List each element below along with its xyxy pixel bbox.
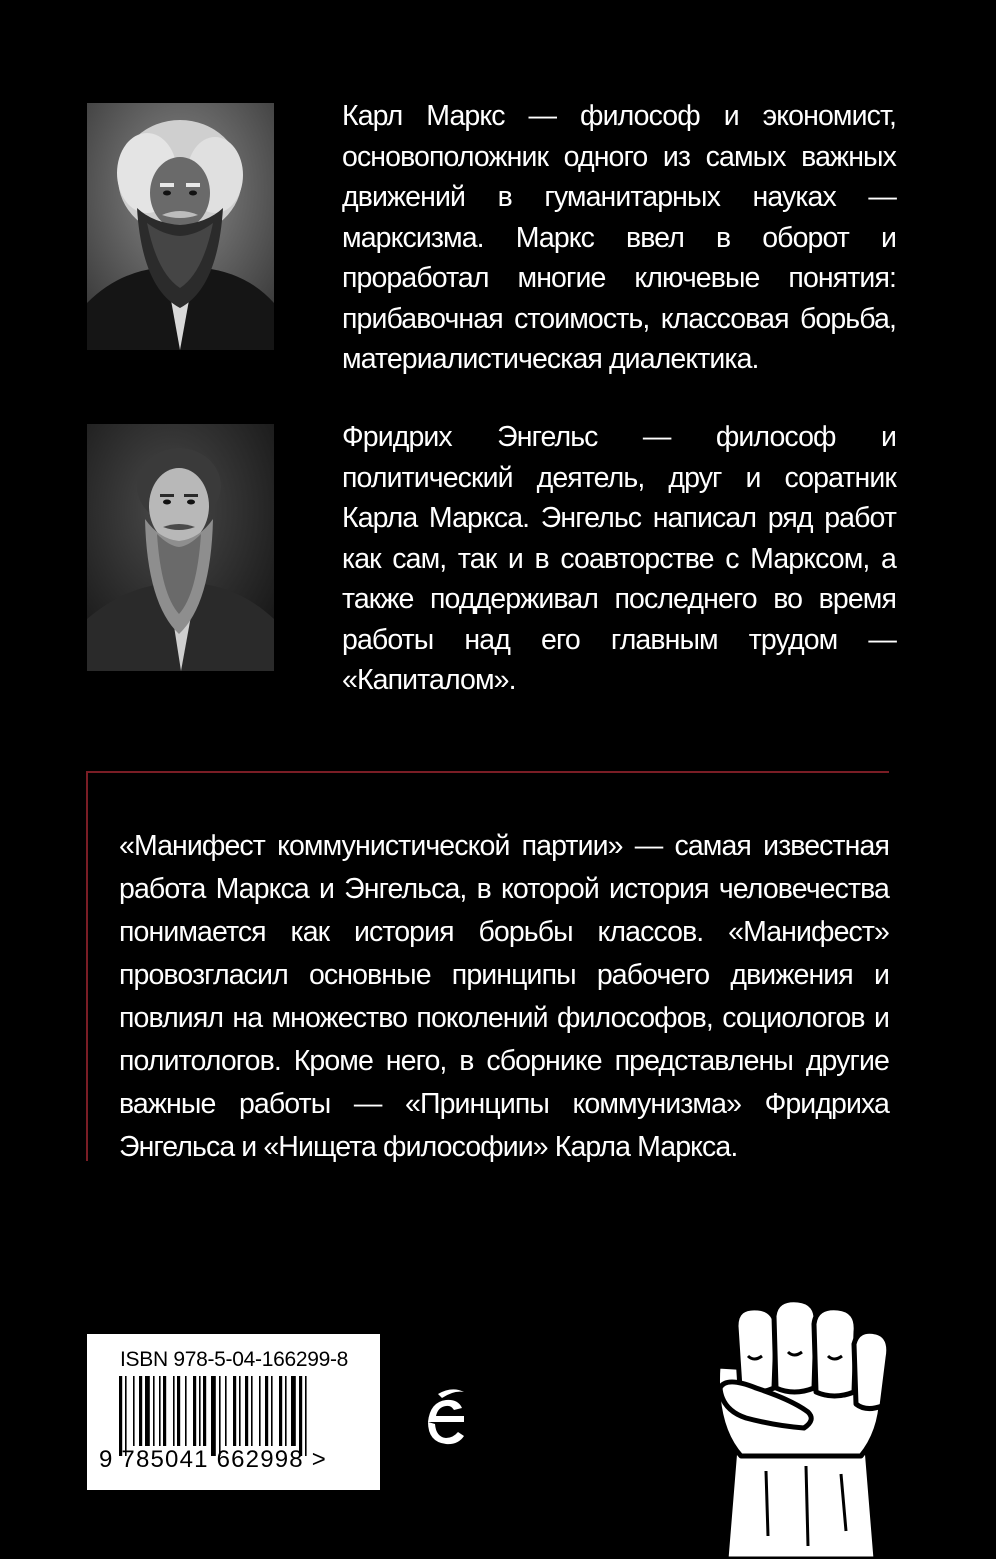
raised-fist-icon <box>696 1296 900 1559</box>
engels-bio: Фридрих Энгельс — философ и политический деятель, друг и соратник Карла Маркса. Энгельс написал ряд работ как сам, так и в соавторстве с Марксом, а также поддерживал последнего во время работы над его главным трудом — «Капиталом». <box>342 421 896 696</box>
about-text: «Манифест коммунистической партии» — самая известная работа Маркса и Энгельса, в которой история человечества понимается как история борьбы классов. «Манифест» провозгласил основные принципы рабочего движения и повлиял на множество поколений философов, социологов и политологов. Кроме него, в сборнике представлены другие важные работы — «Принципы коммунизма» Фридриха Энгельса и «Нищета философии» Карла Маркса. <box>119 830 889 1163</box>
barcode-icon <box>117 1376 357 1456</box>
marx-bio: Карл Маркс — философ и экономист, основоположник одного из самых важных движений в гуманитарных науках — марксизма. Маркс ввел в оборот и проработал многие ключевые понятия: прибавочная стоимость, классовая борьба, материалистическая диалектика. <box>342 100 896 375</box>
isbn-label: ISBN 978-5-04-166299-8 <box>120 1348 349 1371</box>
engels-portrait <box>87 424 274 671</box>
about-section <box>86 771 889 1161</box>
engels-portrait-icon <box>87 424 274 671</box>
marx-portrait-icon <box>87 103 274 350</box>
isbn-barcode <box>87 1334 380 1490</box>
marx-portrait <box>87 103 274 350</box>
eksmo-logo-icon <box>418 1384 472 1454</box>
isbn-digits: 9 785041 662998 > <box>99 1446 327 1473</box>
